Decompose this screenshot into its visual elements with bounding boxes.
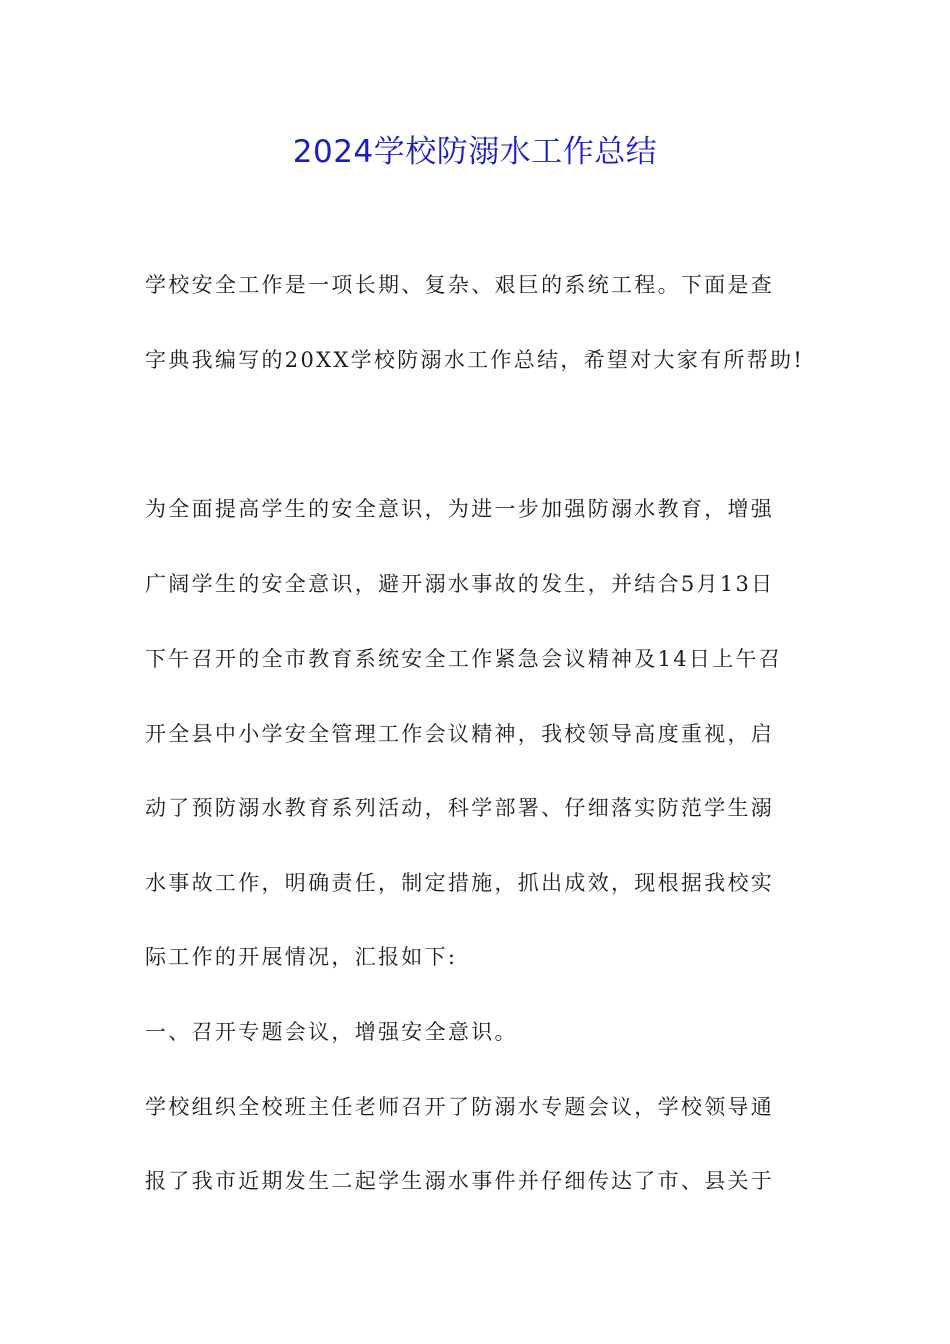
- body-line: 为全面提高学生的安全意识，为进一步加强防溺水教育，增强: [145, 497, 775, 521]
- intro-line: 字典我编写的20XX学校防溺水工作总结，希望对大家有所帮助!: [145, 348, 805, 372]
- body-line: 水事故工作，明确责任，制定措施，抓出成效，现根据我校实: [145, 871, 775, 895]
- body-line: 学校组织全校班主任老师召开了防溺水专题会议，学校领导通: [145, 1095, 775, 1119]
- body-line: 广阔学生的安全意识，避开溺水事故的发生，并结合5月13日: [145, 572, 775, 596]
- section-heading: 一、召开专题会议，增强安全意识。: [145, 1020, 518, 1044]
- body-line: 际工作的开展情况，汇报如下:: [145, 945, 458, 969]
- body-line: 开全县中小学安全管理工作会议精神，我校领导高度重视，启: [145, 722, 775, 746]
- body-line: 下午召开的全市教育系统安全工作紧急会议精神及14日上午召: [145, 647, 783, 671]
- body-line: 报了我市近期发生二起学生溺水事件并仔细传达了市、县关于: [145, 1169, 775, 1193]
- intro-line: 学校安全工作是一项长期、复杂、艰巨的系统工程。下面是查: [145, 273, 775, 297]
- document-title: 2024学校防溺水工作总结: [292, 134, 658, 170]
- body-line: 动了预防溺水教育系列活动，科学部署、仔细落实防范学生溺: [145, 796, 775, 820]
